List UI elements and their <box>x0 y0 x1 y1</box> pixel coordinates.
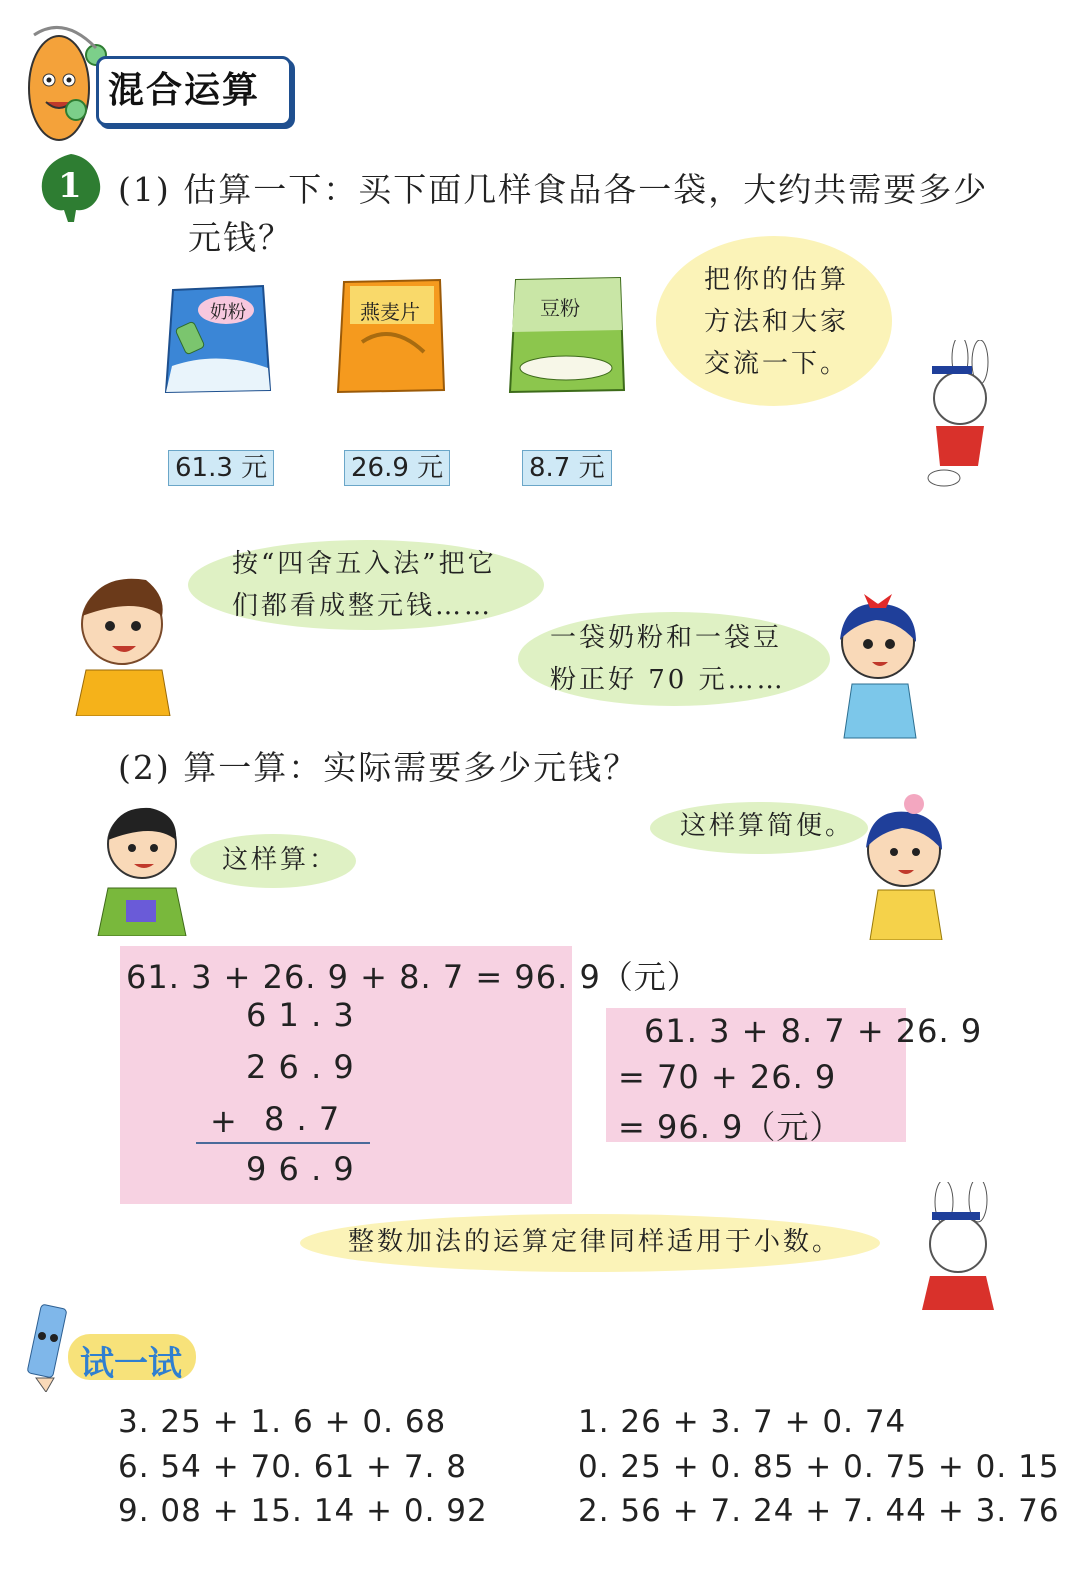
product-soy-powder <box>504 270 632 402</box>
girl-character-2 <box>818 790 968 940</box>
left-equation: 61. 3 + 26. 9 + 8. 7 = 96. 9（元） <box>126 958 700 996</box>
product-milk-label: 奶粉 <box>210 302 246 323</box>
vertical-result: 9 6 . 9 <box>246 1150 355 1188</box>
try-left-2: 6. 54 + 70. 61 + 7. 8 <box>118 1449 467 1485</box>
product-soy-label: 豆粉 <box>540 296 580 320</box>
girl-bubble-2-text: 这样算简便。 <box>680 811 855 841</box>
right-line-1: 61. 3 + 8. 7 + 26. 9 <box>644 1012 983 1050</box>
girl-character-1 <box>820 580 930 740</box>
boy-bubble-line-2: 们都看成整元钱…… <box>232 591 494 621</box>
try-left-1: 3. 25 + 1. 6 + 0. 68 <box>118 1404 447 1440</box>
problem-number: 1 <box>58 166 82 206</box>
try-right-3: 2. 56 + 7. 24 + 7. 44 + 3. 76 <box>578 1493 1060 1529</box>
boy-bubble-line-1: 按“四舍五入法”把它 <box>232 549 497 579</box>
try-right-1: 1. 26 + 3. 7 + 0. 74 <box>578 1404 907 1440</box>
page-title: 混合运算 <box>108 69 261 111</box>
question-part2: (2) 算一算：实际需要多少元钱？ <box>118 748 639 787</box>
price-oats: 26.9 元 <box>344 450 450 486</box>
product-oats <box>332 272 452 402</box>
vertical-plus-sign: + <box>210 1102 238 1140</box>
question-part1-line1: (1) 估算一下：买下面几样食品各一袋，大约共需要多少 <box>118 170 989 209</box>
try-left-3: 9. 08 + 15. 14 + 0. 92 <box>118 1493 488 1529</box>
vertical-row-3: 8 . 7 <box>264 1100 341 1138</box>
right-line-2: = 70 + 26. 9 <box>618 1058 837 1096</box>
boy-bubble-2-text: 这样算： <box>222 845 339 875</box>
price-milk-powder: 61.3 元 <box>168 450 274 486</box>
question-part1-line2: 元钱？ <box>188 218 293 257</box>
vertical-row-1: 6 1 . 3 <box>246 996 355 1034</box>
girl-bubble-line-1: 一袋奶粉和一袋豆 <box>550 623 783 653</box>
product-oats-label: 燕麦片 <box>360 300 420 324</box>
boy-character-2 <box>92 796 192 936</box>
price-soy-powder: 8.7 元 <box>522 450 612 486</box>
vertical-sum-line <box>196 1142 370 1144</box>
rabbit-bubble-line-1: 把你的估算 <box>704 265 850 295</box>
try-label: 试一试 <box>80 1344 182 1384</box>
boy-character-1 <box>66 566 176 716</box>
right-line-3: = 96. 9（元） <box>618 1108 843 1146</box>
rabbit-character-1 <box>900 340 1000 490</box>
try-right-2: 0. 25 + 0. 85 + 0. 75 + 0. 15 <box>578 1449 1060 1485</box>
vertical-row-2: 2 6 . 9 <box>246 1048 355 1086</box>
rabbit-bubble-line-2: 方法和大家 <box>704 307 850 337</box>
rabbit-character-2 <box>904 1182 1008 1322</box>
girl-bubble-line-2: 粉正好 70 元…… <box>550 665 786 695</box>
rabbit-bubble-2-text: 整数加法的运算定律同样适用于小数。 <box>348 1227 842 1257</box>
rabbit-bubble-line-3: 交流一下。 <box>704 349 850 379</box>
